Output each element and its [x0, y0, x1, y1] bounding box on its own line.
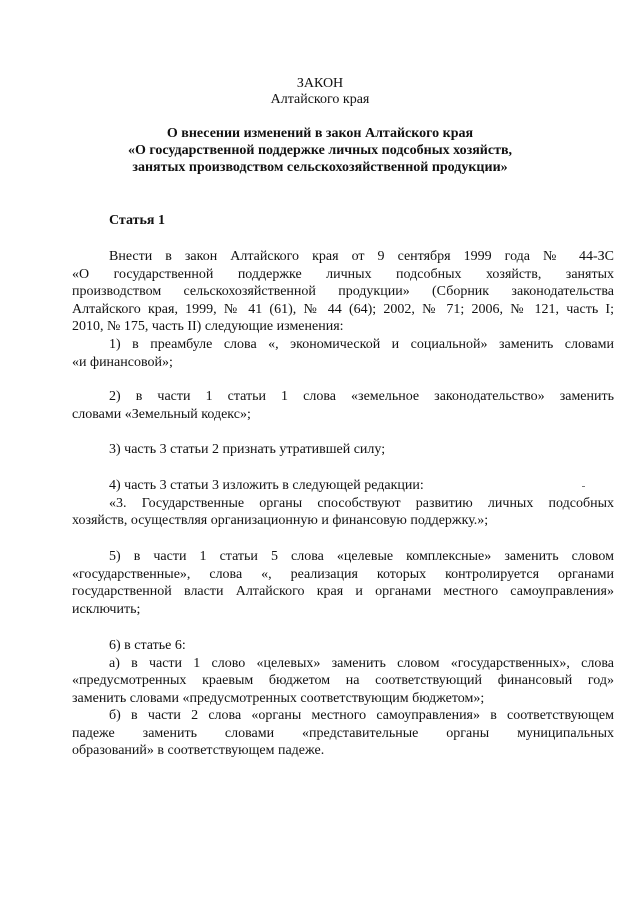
- paragraph-line: 3) часть 3 статьи 2 признать утратившей силу;: [109, 442, 386, 457]
- paragraph-line: 5) в части 1 статьи 5 слова «целевые комплексные» заменить словом: [109, 549, 614, 564]
- law-title-line: О внесении изменений в закон Алтайского края: [166, 126, 474, 141]
- amendment-item-1: [72, 336, 614, 371]
- law-title: [0, 125, 640, 176]
- region-heading: Алтайского края: [270, 92, 370, 107]
- paragraph-line: исключить;: [72, 601, 141, 617]
- law-title-line: занятых производством сельскохозяйственной продукции»: [132, 160, 508, 175]
- article-heading: Статья 1: [109, 213, 165, 228]
- paragraph-line: «государственные», слова «, реализация которых контролируется органами: [72, 566, 614, 582]
- law-title-line: «О государственной поддержке личных подсобных хозяйств,: [127, 143, 513, 158]
- paragraph-line: «предусмотренных краевым бюджетом на соответствующий финансовый год»: [72, 673, 614, 688]
- paragraph-line: заменить словами «предусмотренных соответствующим бюджетом»;: [72, 690, 485, 706]
- paragraph-line: Алтайского края, 1999, № 41 (61), № 44 (64); 2002, № 71; 2006, № 121, часть I;: [72, 301, 614, 317]
- paragraph-line: а) в части 1 слово «целевых» заменить словом «государственных», слова: [109, 655, 614, 671]
- amendment-item-5: [72, 548, 614, 618]
- paragraph-line: хозяйств, осуществляя организационную и финансовую поддержку.»;: [72, 513, 489, 528]
- paragraph-line: «и финансовой»;: [72, 354, 173, 370]
- amendment-item-3: [72, 441, 614, 459]
- paragraph-line: словами «Земельный кодекс»;: [72, 406, 251, 422]
- paragraph-line: государственной власти Алтайского края и органами местного самоуправления»: [72, 584, 614, 599]
- paragraph-line: 6) в статье 6:: [109, 638, 186, 653]
- paragraph-line: 2) в части 1 статьи 1 слова «земельное законодательство» заменить: [109, 389, 614, 404]
- paragraph-line: производством сельскохозяйственной продукции» (Сборник законодательства: [72, 284, 614, 299]
- amendment-item-6: [72, 637, 614, 760]
- scan-speck: [582, 486, 585, 487]
- paragraph-line: «О государственной поддержке личных подсобных хозяйств, занятых: [72, 266, 614, 282]
- paragraph-line: образований» в соответствующем падеже.: [72, 743, 325, 758]
- paragraph-line: падеже заменить словами «представительные органы муниципальных: [72, 725, 614, 741]
- amendment-item-2: [72, 388, 614, 423]
- paragraph-line: «3. Государственные органы способствуют развитию личных подсобных: [109, 495, 614, 511]
- amendment-item-4: [72, 477, 614, 530]
- paragraph-line: 4) часть 3 статьи 3 изложить в следующей редакции:: [109, 478, 424, 493]
- document-type-heading: ЗАКОН: [296, 76, 344, 91]
- paragraph-line: 1) в преамбуле слова «, экономической и социальной» заменить словами: [109, 337, 614, 352]
- article-intro-paragraph: [72, 248, 614, 336]
- paragraph-line: Внести в закон Алтайского края от 9 сентября 1999 года № 44-ЗС: [109, 249, 614, 264]
- paragraph-line: б) в части 2 слова «органы местного самоуправления» в соответствующем: [109, 708, 614, 723]
- paragraph-line: 2010, № 175, часть II) следующие изменения:: [72, 319, 344, 334]
